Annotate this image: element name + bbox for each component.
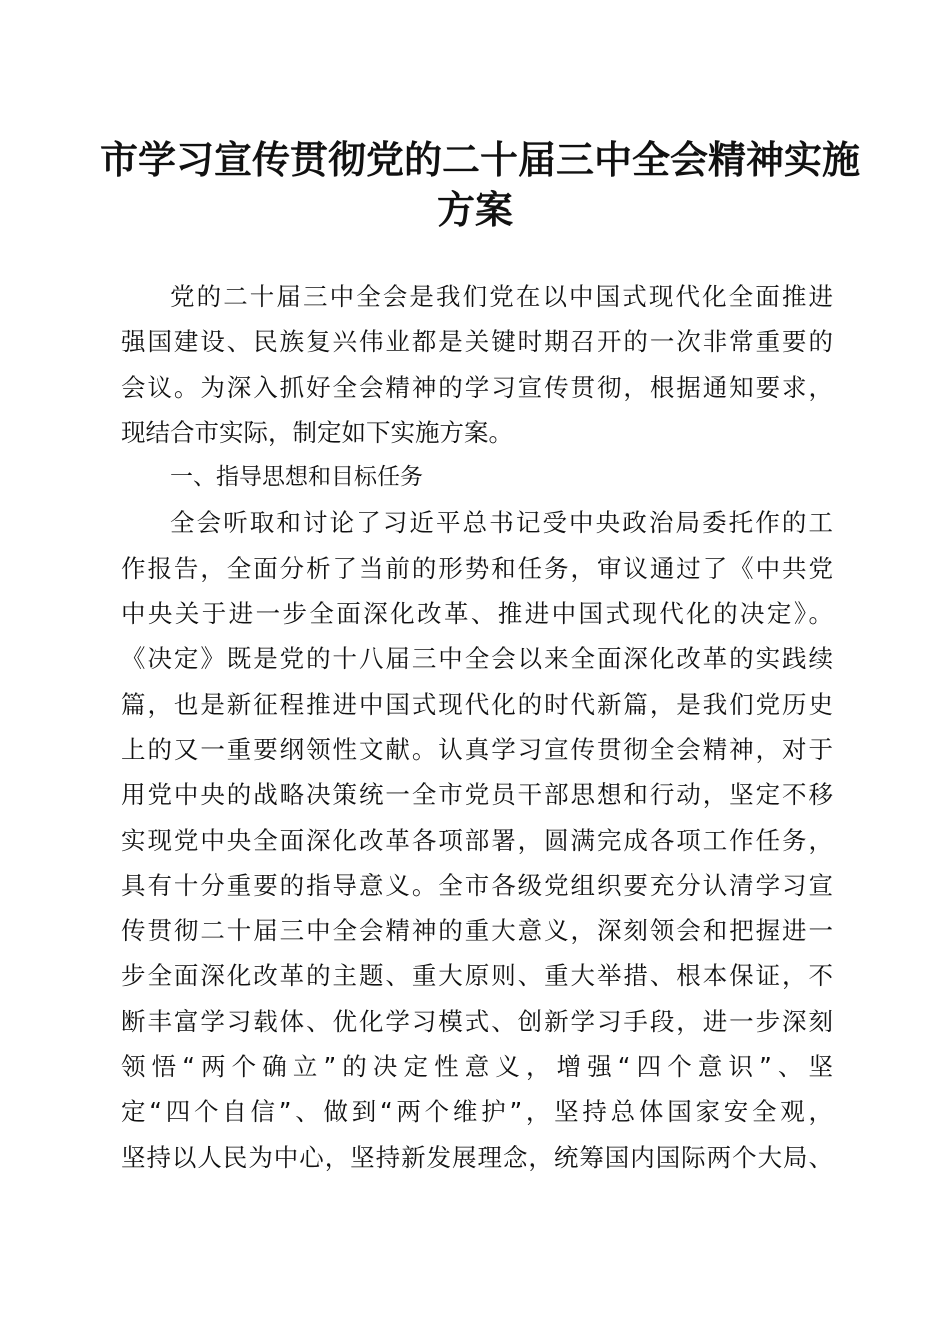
section-heading-1: 一、指导思想和目标任务 [170,464,423,491]
paragraph-1-line-2: 强国建设、民族复兴伟业都是关键时期召开的一次非常重要的 [121,327,833,357]
paragraph-2-line-5: 篇，也是新征程推进中国式现代化的时代新篇，是我们党历史 [121,689,833,719]
paragraph-2-line-11: 步全面深化改革的主题、重大原则、重大举措、根本保证，不 [121,961,833,991]
paragraph-1-line-1: 党的二十届三中全会是我们党在以中国式现代化全面推进 [170,282,833,311]
document-body [121,274,833,1180]
paragraph-2-line-10: 传贯彻二十届三中全会精神的重大意义，深刻领会和把握进一 [121,916,833,946]
paragraph-2-line-7: 用党中央的战略决策统一全市党员干部思想和行动，坚定不移 [121,780,833,810]
title-line-2: 方案 [436,187,513,232]
paragraph-2-line-13: 领悟“两个确立”的决定性意义，增强“四个意识”、坚 [121,1052,833,1082]
paragraph-2-line-12: 断丰富学习载体、优化学习模式、创新学习手段，进一步深刻 [121,1006,833,1036]
paragraph-1-line-3: 会议。为深入抓好全会精神的学习宣传贯彻，根据通知要求， [121,372,833,402]
paragraph-2-line-14: 定“四个自信”、做到“两个维护”，坚持总体国家安全观， [121,1097,833,1127]
paragraph-2-line-9: 具有十分重要的指导意义。全市各级党组织要充分认清学习宣 [121,870,833,900]
paragraph-2-line-6: 上的又一重要纲领性文献。认真学习宣传贯彻全会精神，对于 [121,734,833,764]
paragraph-2-line-2: 作报告，全面分析了当前的形势和任务，审议通过了《中共党 [121,553,833,583]
paragraph-2-line-1: 全会听取和讨论了习近平总书记受中央政治局委托作的工 [170,508,833,538]
paragraph-2-line-4: 《决定》既是党的十八届三中全会以来全面深化改革的实践续 [121,644,833,674]
paragraph-2-line-3: 中央关于进一步全面深化改革、推进中国式现代化的决定》。 [121,599,833,629]
paragraph-2-line-8: 实现党中央全面深化改革各项部署，圆满完成各项工作任务， [121,825,833,855]
paragraph-1-line-4: 现结合市实际，制定如下实施方案。 [121,417,513,447]
title-line-1: 市学习宣传贯彻党的二十届三中全会精神实施 [100,137,861,182]
paragraph-2-line-15: 坚持以人民为中心，坚持新发展理念，统筹国内国际两个大局、 [121,1142,833,1172]
document-title [100,135,861,235]
